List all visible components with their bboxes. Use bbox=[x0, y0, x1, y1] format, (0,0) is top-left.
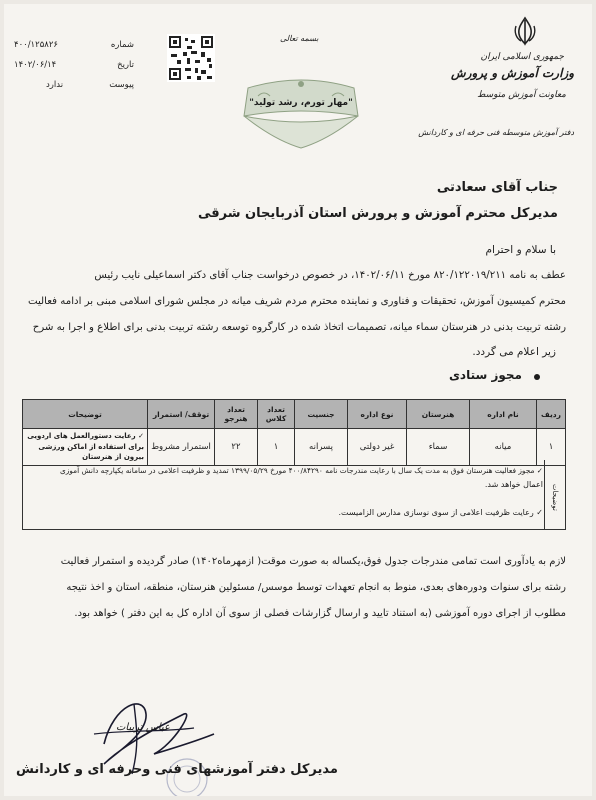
footer-line1: لازم به یادآوری است تمامی مندرجات جدول فوق،یکساله به صورت موقت( ازمهرماه۱۴۰۲) صادر گردیده و استمرار فعالیت bbox=[60, 556, 566, 567]
meta-attachment bbox=[14, 80, 134, 90]
body-paragraph-line4: زیر اعلام می گردد. bbox=[472, 346, 556, 358]
col-header-student-count: تعداد هنرجو bbox=[215, 400, 258, 429]
notes-line3: ✓ رعایت ظرفیت اعلامی از سوی نوسازی مدارس الزامیست. bbox=[338, 508, 543, 517]
signer-name: عباس تربیات bbox=[116, 722, 170, 733]
slogan-text: "مهار تورم، رشد تولید" bbox=[249, 98, 353, 108]
footer-line2: رشته برای سنوات ودوره‌های بعدی، منوط به انجام تعهدات توسط موسس/ مسئولین هنرستان، منطقه، استان و اخذ نتیجه bbox=[66, 582, 566, 593]
body-paragraph-line3: رشته تربیت بدنی در هنرستان سماء میانه، تصمیمات اتخاذ شده در کارگروه توسعه رشته تربیت بدنی برای اطلاع و اجرا به شرح bbox=[32, 322, 566, 333]
recipient-name: جناب آقای سعادتی bbox=[436, 180, 558, 195]
meta-date bbox=[14, 60, 134, 70]
col-header-office-type: نوع اداره bbox=[348, 400, 407, 429]
body-paragraph-line2: محترم کمیسیون آموزش، تحقیقات و فناوری و نماینده محترم مردم شریف میانه در مجلس شورای اسلامی مبنی بر ادامه فعالیت bbox=[27, 296, 566, 307]
body-paragraph-line1: عطف به نامه ۸۲۰/۱۲۲۰۱۹/۲۱۱ مورخ ۱۴۰۲/۰۶/۱۱، در خصوص درخواست جناب آقای دکتر اسماعیلی نایب رئیس bbox=[94, 270, 566, 281]
meta-number bbox=[14, 40, 134, 50]
col-header-row-number: ردیف bbox=[537, 400, 566, 429]
slogan-ornament bbox=[238, 76, 364, 152]
cell-office-type: غیر دولتی bbox=[348, 429, 407, 466]
header-deputy: معاونت آموزش متوسط bbox=[477, 90, 566, 100]
cell-description: ✓ رعایت دستورالعمل های اردویی برای استفاده از اماکن ورزشی بیرون از هنرستان bbox=[23, 429, 148, 466]
col-header-description: توضیحات bbox=[23, 400, 148, 429]
col-header-status: توقف/ استمرار bbox=[148, 400, 215, 429]
qr-code-icon bbox=[167, 34, 215, 82]
notes-divider bbox=[544, 460, 545, 529]
cell-student-count: ۲۲ bbox=[215, 429, 258, 466]
cell-row-number: ۱ bbox=[537, 429, 566, 466]
cell-school: سماء bbox=[407, 429, 470, 466]
cell-status: استمرار مشروط bbox=[148, 429, 215, 466]
header-ministry: وزارت آموزش و پرورش bbox=[451, 66, 574, 80]
notes-line1: ✓ مجوز فعالیت هنرستان فوق به مدت یک سال با رعایت مندرجات نامه ۴۰۰/۸۴۲۹۰ مورخ ۱۳۹۹/۰۵/۲۹ تمدید و ظرفیت اعلامی در سامانه یکپارچه دانش آموزی bbox=[59, 466, 543, 475]
meta-number-value: ۴۰۰/۱۲۵۸۲۶ bbox=[14, 40, 58, 50]
recipient-title: مدیرکل محترم آموزش و پرورش استان آذربایجان شرقی bbox=[197, 206, 558, 221]
greeting-text: با سلام و احترام bbox=[485, 244, 556, 256]
iran-emblem-icon bbox=[512, 16, 538, 46]
cell-class-count: ۱ bbox=[258, 429, 295, 466]
meta-attachment-label: پیوست bbox=[109, 80, 134, 90]
meta-date-label: تاریخ bbox=[117, 60, 134, 70]
header-country: جمهوری اسلامی ایران bbox=[480, 52, 564, 62]
besmellah-text: بسمه تعالی bbox=[280, 34, 319, 43]
col-header-gender: جنسیت bbox=[295, 400, 348, 429]
meta-attachment-value: ندارد bbox=[46, 80, 64, 90]
notes-box bbox=[22, 460, 566, 530]
section-heading: مجوز ستادی bbox=[448, 368, 522, 382]
notes-label: توضیحات bbox=[551, 484, 559, 511]
bullet-dot-icon bbox=[534, 374, 540, 380]
col-header-office: نام اداره bbox=[470, 400, 537, 429]
ornament-frame-icon bbox=[238, 76, 364, 152]
meta-date-value: ۱۴۰۲/۰۶/۱۴ bbox=[14, 60, 57, 70]
col-header-class-count: تعداد کلاس bbox=[258, 400, 295, 429]
meta-number-label: شماره bbox=[110, 40, 134, 50]
cell-office: میانه bbox=[470, 429, 537, 466]
footer-line3: مطلوب از اجرای دوره آموزشی (به استناد تایید و ارسال گزارشات فصلی از سوی آن اداره کل به این دفتر ) خواهد بود. bbox=[74, 608, 566, 619]
signer-title: مدیرکل دفتر آموزشهای فنی وحرفه ای و کاردانش bbox=[16, 762, 338, 777]
header-office: دفتر آموزش متوسطه فنی حرفه ای و کاردانش bbox=[418, 128, 574, 137]
letter-page bbox=[4, 4, 592, 796]
permits-table bbox=[22, 399, 566, 466]
col-header-school: هنرستان bbox=[407, 400, 470, 429]
cell-gender: پسرانه bbox=[295, 429, 348, 466]
table-header-row bbox=[23, 400, 566, 429]
notes-line2: اعمال خواهد شد. bbox=[484, 480, 543, 489]
